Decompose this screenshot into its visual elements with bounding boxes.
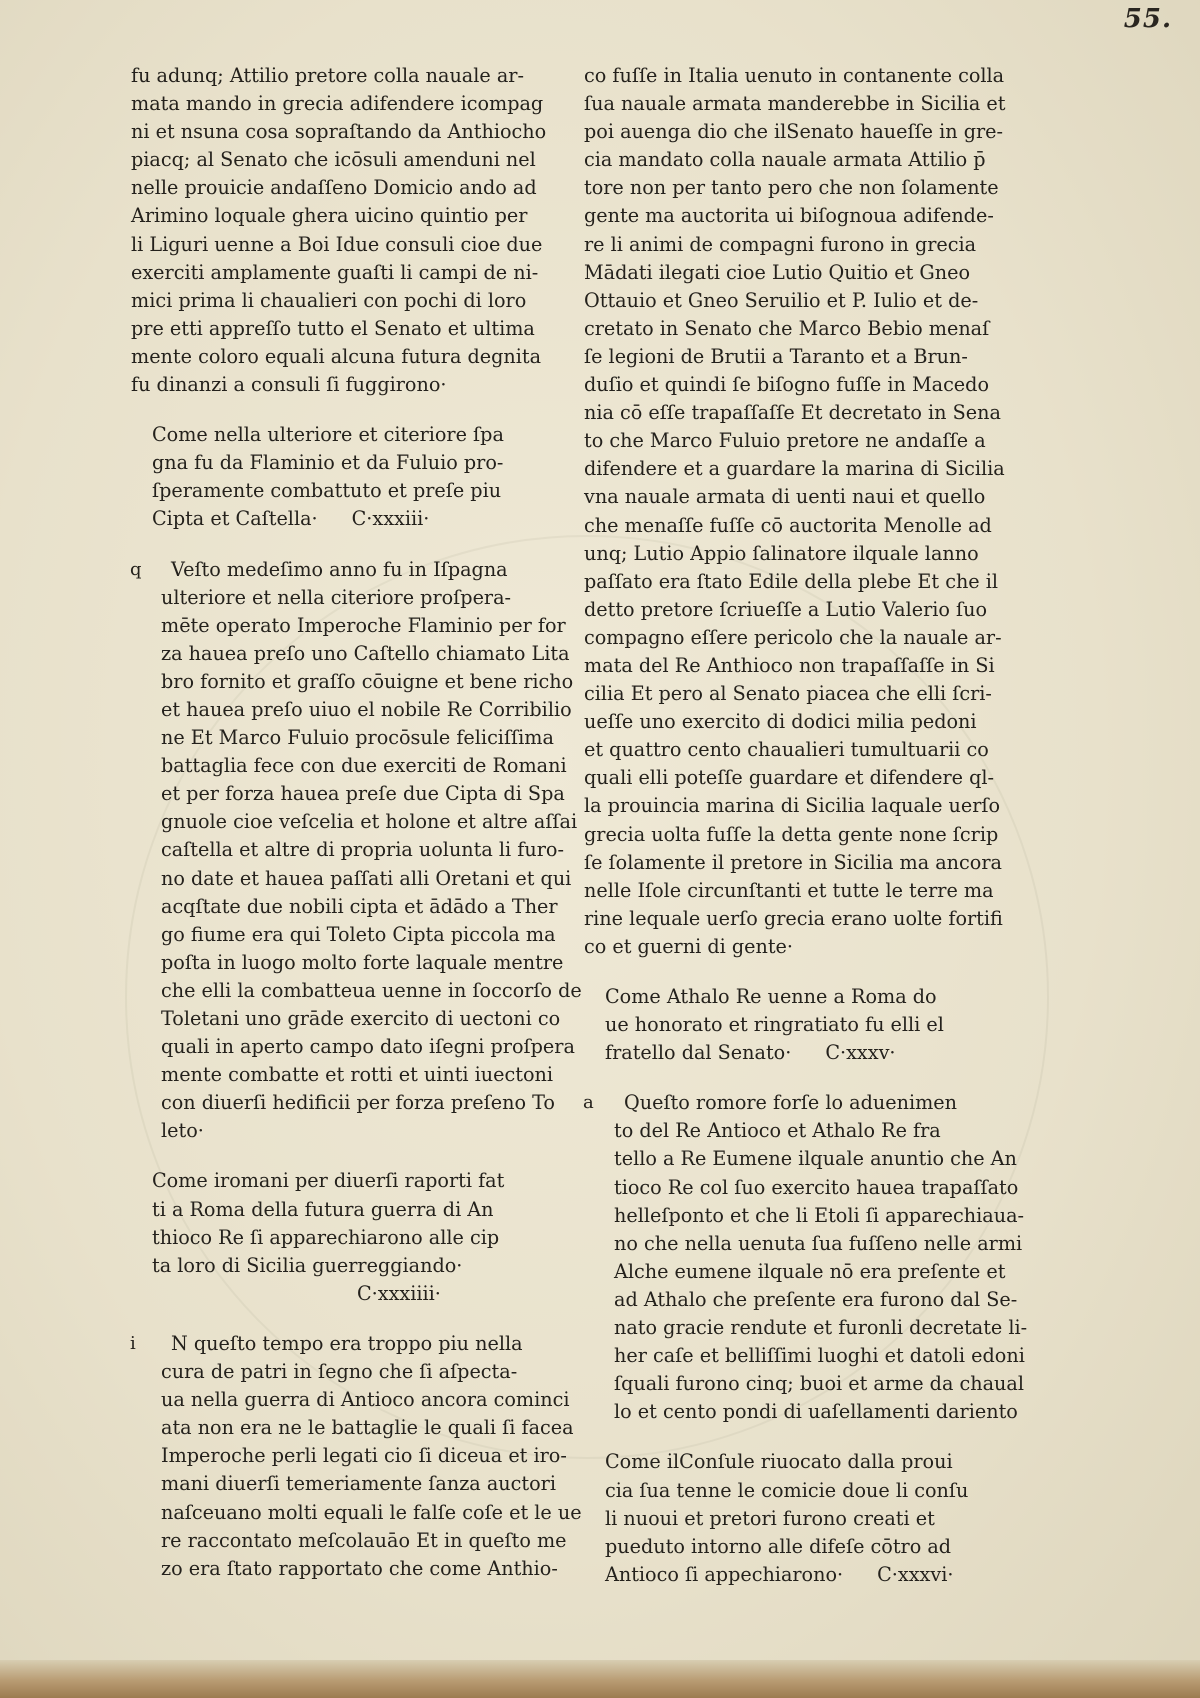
text-line: piacq; al Senato che icōsuli amenduni nel xyxy=(131,148,536,172)
text-line: Imperoche perli legati cio ſi diceua et iro- xyxy=(161,1444,567,1468)
heading-text: cia ſua tenne le comicie doue li conſu xyxy=(605,1478,969,1502)
heading-line xyxy=(605,1039,1034,1067)
text-line: ua nella guerra di Antioco ancora cominci xyxy=(161,1388,570,1412)
text-line: con diuerſi hedificii per forza preſeno To xyxy=(161,1091,555,1115)
text-line: naſceuano molti equali le falſe coſe et le ue xyxy=(161,1500,582,1524)
text-line: ueſſe uno exercito di dodici milia pedoni xyxy=(584,710,977,734)
text-line: et per forza hauea preſe due Cipta di Spa xyxy=(161,782,565,806)
text-line: difendere et a guardare la marina di Sicilia xyxy=(584,457,1005,481)
text-line: mani diuerſi temeriamente ſanza auctori xyxy=(161,1472,556,1496)
text-line: nelle prouicie andaſſeno Domicio ando ad xyxy=(131,176,537,200)
text-line: tioco Re col ſuo exercito hauea trapaſſato xyxy=(614,1175,1019,1199)
text-line: za hauea preſo uno Caſtello chiamato Lita xyxy=(161,641,570,665)
text-line: gnuole cioe veſcelia et holone et altre aſſai xyxy=(161,810,578,834)
left-paragraph-2 xyxy=(130,556,582,1146)
text-line: ata non era ne le battaglie le quali ſi facea xyxy=(161,1416,574,1440)
text-line: re raccontato meſcolauāo Et in queſto me xyxy=(161,1528,567,1552)
guide-initial-letter: a xyxy=(583,1092,594,1114)
paragraph-first-line xyxy=(131,1330,561,1358)
text-line: no date et hauea paſſati alli Oretani et qui xyxy=(161,866,572,890)
text-line: rine lequale uerſo grecia erano uolte fortifi xyxy=(584,906,1003,930)
text-line: mente combatte et rotti et uinti iuectoni xyxy=(161,1063,554,1087)
text-line: lo et cento pondi di uaſellamenti dariento xyxy=(614,1400,1018,1424)
right-paragraph-2 xyxy=(584,1089,1034,1426)
right-chapter-heading-1 xyxy=(584,983,1034,1067)
chapter-number: C·xxxiii· xyxy=(351,507,430,531)
heading-text: Cipta et Caſtella· xyxy=(152,507,318,531)
text-line: ſquali furono cinq; buoi et arme da chaual xyxy=(614,1372,1024,1396)
text-line: che menaſſe fuſſe cō auctorita Menolle ad xyxy=(584,513,992,537)
text-line: li Liguri uenne a Boi Idue consuli cioe due xyxy=(131,232,543,256)
folio-number: 55. xyxy=(1123,4,1172,34)
heading-line xyxy=(152,505,561,533)
text-line: la prouincia marina di Sicilia laquale uerſo xyxy=(584,794,1001,818)
right-paragraph-1 xyxy=(584,62,1034,961)
right-column xyxy=(584,62,1034,1589)
text-line: ulteriore et nella citeriore proſpera- xyxy=(161,585,512,609)
text-line: no che nella uenuta ſua fuſſeno nelle armi xyxy=(614,1231,1023,1255)
text-line: zo era ſtato rapportato che come Anthio- xyxy=(161,1556,558,1580)
text-line: ſe legioni de Brutii a Taranto et a Brun- xyxy=(584,344,968,368)
first-line-text: N queſto tempo era troppo piu nella xyxy=(171,1331,523,1355)
heading-line xyxy=(605,1477,1034,1505)
heading-text: Come iromani per diuerſi raporti fat xyxy=(152,1169,505,1193)
heading-line xyxy=(605,1011,1034,1039)
text-line: bro fornito et graſſo cōuigne et bene richo xyxy=(161,669,574,693)
text-line: mente coloro equali alcuna futura degnita xyxy=(131,344,542,368)
heading-line xyxy=(152,1224,561,1252)
heading-text: Come Athalo Re uenne a Roma do xyxy=(605,985,937,1008)
heading-text: pueduto intorno alle difeſe cōtro ad xyxy=(605,1534,952,1558)
text-line: to del Re Antioco et Athalo Re fra xyxy=(614,1119,941,1143)
heading-text: Antioco ſi appechiarono· xyxy=(605,1562,844,1586)
left-chapter-heading-2 xyxy=(131,1167,561,1307)
left-paragraph-1 xyxy=(131,62,561,399)
text-line: et hauea preſo uiuo el nobile Re Corribilio xyxy=(161,697,572,721)
text-line: her caſe et belliſſimi luoghi et datoli edoni xyxy=(614,1344,1025,1368)
text-line: go fiume era qui Toleto Cipta piccola ma xyxy=(161,922,556,946)
text-line: vna nauale armata di uenti naui et quello xyxy=(584,485,986,509)
heading-text: Come nella ulteriore et citeriore ſpa xyxy=(152,423,504,447)
left-chapter-heading-1 xyxy=(131,421,561,533)
text-line: Arimino loquale ghera uicino quintio per xyxy=(131,204,528,228)
heading-text: ta loro di Sicilia guerreggiando· xyxy=(152,1253,463,1277)
heading-line xyxy=(605,983,1034,1011)
text-line: mata del Re Anthioco non trapaſſaſſe in Si xyxy=(584,653,995,677)
guide-initial-letter: i xyxy=(130,1332,136,1354)
text-line: fu dinanzi a consuli ſi fuggirono· xyxy=(131,373,447,397)
heading-text: ti a Roma della futura guerra di An xyxy=(152,1197,494,1221)
text-line: mēte operato Imperoche Flaminio per for xyxy=(161,613,566,637)
text-line: duſio et quindi ſe biſogno fuſſe in Macedo xyxy=(584,373,989,397)
text-line: Ottauio et Gneo Seruilio et P. Iulio et de- xyxy=(584,288,979,312)
heading-line xyxy=(152,1196,561,1224)
paragraph-first-line xyxy=(131,556,561,584)
text-line: Toletani uno grāde exercito di uectoni co xyxy=(161,1007,561,1030)
text-line: et quattro cento chaualieri tumultuarii co xyxy=(584,738,989,762)
text-line: pre etti appreſſo tutto el Senato et ultima xyxy=(131,316,535,340)
page-bottom-edge xyxy=(0,1660,1200,1698)
heading-text: ſperamente combattuto et preſe piu xyxy=(152,479,502,503)
heading-text: Come ilConſule riuocato dalla proui xyxy=(605,1450,953,1474)
text-line: ni et nsuna cosa sopraſtando da Anthiocho xyxy=(131,120,547,144)
text-line: che elli la combatteua uenne in ſoccorſo de xyxy=(161,978,582,1002)
text-line: Mādati ilegati cioe Lutio Quitio et Gneo xyxy=(584,260,971,284)
text-line: mici prima li chaualieri con pochi di loro xyxy=(131,288,527,312)
heading-text: thioco Re ſi apparechiarono alle cip xyxy=(152,1225,500,1249)
text-line: cia mandato colla nauale armata Attilio p̄ xyxy=(584,148,986,172)
left-paragraph-3 xyxy=(130,1330,582,1583)
left-column xyxy=(130,62,582,1583)
text-line: fu adunq; Attilio pretore colla nauale ar- xyxy=(131,64,524,87)
text-line: cretato in Senato che Marco Bebio menaſ xyxy=(584,316,990,340)
text-line: to che Marco Fuluio pretore ne andaſſe a xyxy=(584,429,986,453)
heading-line xyxy=(605,1505,1034,1533)
text-line: battaglia fece con due exerciti de Romani xyxy=(161,754,567,778)
first-line-text: Veſto medeſimo anno fu in Iſpagna xyxy=(171,557,508,581)
text-line: re li animi de compagni furono in grecia xyxy=(584,232,977,256)
text-line: nia cō eſſe trapaſſaſſe Et decretato in Sena xyxy=(584,401,1001,425)
text-line: poſta in luogo molto forte laquale mentre xyxy=(161,950,564,974)
right-chapter-heading-2 xyxy=(584,1448,1034,1588)
text-line: poi auenga dio che ilSenato haueſſe in gre- xyxy=(584,120,1004,144)
text-line: ſe ſolamente il pretore in Sicilia ma ancora xyxy=(584,850,1002,874)
heading-line xyxy=(605,1561,1034,1589)
text-line: ad Athalo che preſente era furono dal Se- xyxy=(614,1287,1018,1311)
text-line: nato gracie rendute et furonli decretate li- xyxy=(614,1316,1028,1340)
heading-line xyxy=(152,421,561,449)
text-line: unq; Lutio Appio ſalinatore ilquale lanno xyxy=(584,541,979,565)
text-line: nelle Iſole circunſtanti et tutte le terre ma xyxy=(584,878,994,902)
text-line: co et guerni di gente· xyxy=(584,934,794,958)
text-line: tello a Re Eumene ilquale anuntio che An xyxy=(614,1147,1017,1171)
text-line: tore non per tanto pero che non ſolamente xyxy=(584,176,999,200)
text-line: gente ma auctorita ui biſognoua adifende- xyxy=(584,204,994,228)
text-line: helleſponto et che li Etoli ſi apparechiaua- xyxy=(614,1203,1025,1227)
text-line: co fuſſe in Italia uenuto in contanente colla xyxy=(584,64,1005,87)
chapter-number: C·xxxiiii· xyxy=(357,1281,441,1305)
text-line: paſſato era ſtato Edile della plebe Et che il xyxy=(584,569,999,593)
guide-initial-letter: q xyxy=(130,558,142,580)
text-line: grecia uolta fuſſe la detta gente none ſcrip xyxy=(584,822,999,846)
text-line: ſua nauale armata manderebbe in Sicilia et xyxy=(584,92,1006,116)
first-line-text: Queſto romore forſe lo aduenimen xyxy=(624,1091,958,1115)
heading-text: li nuoui et pretori furono creati et xyxy=(605,1506,935,1530)
heading-text: gna fu da Flaminio et da Fuluio pro- xyxy=(152,451,504,475)
heading-line xyxy=(152,1252,561,1280)
chapter-number: C·xxxvi· xyxy=(877,1562,954,1586)
text-line: ne Et Marco Fuluio procōsule feliciſſima xyxy=(161,726,554,750)
heading-line xyxy=(152,1167,561,1195)
heading-line xyxy=(152,449,561,477)
text-line: mata mando in grecia adifendere icompag xyxy=(131,92,544,116)
text-line: leto· xyxy=(161,1119,204,1143)
text-line: acqſtate due nobili cipta et ādādo a Ther xyxy=(161,894,558,918)
heading-line xyxy=(152,477,561,505)
heading-text: fratello dal Senato· xyxy=(605,1041,792,1065)
text-line: quali in aperto campo dato iſegni proſpera xyxy=(161,1035,575,1059)
text-line: cilia Et pero al Senato piacea che elli ſcri- xyxy=(584,682,992,706)
text-line: cura de patri in ſegno che ſi aſpecta- xyxy=(161,1360,518,1384)
text-line: Alche eumene ilquale nō era preſente et xyxy=(614,1259,1006,1283)
text-line: detto pretore ſcriueſſe a Lutio Valerio ſuo xyxy=(584,597,988,621)
text-line: exerciti amplamente guaſti li campi de ni- xyxy=(131,260,539,284)
heading-line xyxy=(605,1533,1034,1561)
paragraph-first-line xyxy=(584,1089,1034,1117)
heading-line xyxy=(605,1448,1034,1476)
heading-text: ue honorato et ringratiato fu elli el xyxy=(605,1013,944,1037)
text-line: caſtella et altre di propria uolunta li furo- xyxy=(161,838,564,862)
text-line: compagno eſſere pericolo che la nauale ar- xyxy=(584,625,1002,649)
chapter-number: C·xxxv· xyxy=(825,1041,896,1065)
text-line: quali elli poteſſe guardare et difendere ql- xyxy=(584,766,995,790)
